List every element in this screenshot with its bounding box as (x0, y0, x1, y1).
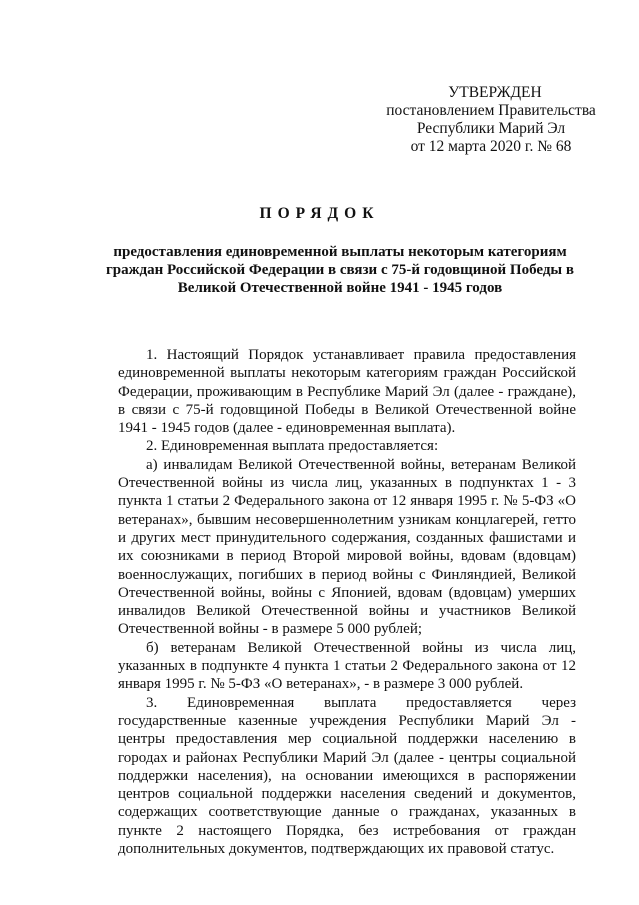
paragraph-2: 2. Единовременная выплата предоставляется: (146, 438, 439, 455)
document-body (118, 346, 576, 858)
document-title: ПОРЯДОК (259, 205, 380, 222)
paragraph-2b: б) ветеранам Великой Отечественной войны из числа лиц, указанных в подпункте 4 пункта 1 статьи 2 Федерального закона от 12 января 1995 г. № 5-ФЗ «О ветеранах», - в размере 3 000 рублей. (118, 639, 576, 693)
paragraph-1: 1. Настоящий Порядок устанавливает правила предоставления единовременной выплаты некоторым категориям граждан Российской Федерации, проживающим в Республике Марий Эл (далее - граждане), в связи с 75-й годовщиной Победы в Великой Отечественной войне 1941 - 1945 годов (далее - единовременная выплата). (118, 347, 576, 437)
approval-date-number: от 12 марта 2020 г. № 68 (410, 138, 572, 155)
approval-republic: Республики Марий Эл (416, 120, 566, 137)
approval-authority: постановлением Правительства (386, 102, 596, 119)
paragraph-3: 3. Единовременная выплата предоставляется через государственные казенные учреждения Республики Марий Эл - центры предоставления мер социальной поддержки населению в городах и районах Республики Марий Эл (далее - центры социальной поддержки населения), на основании имеющихся в распоряжении центров социальной поддержки населения сведений и документов, содержащих соответствующие данные о гражданах, указанных в пункте 2 настоящего Порядка, без истребования от граждан дополнительных документов, подтверждающих их правовой статус. (118, 694, 576, 858)
document-subtitle: предоставления единовременной выплаты некоторым категориям граждан Российской Федерации в связи с 75-й годовщиной Победы в Великой Отечественной войне 1941 - 1945 годов (106, 244, 574, 296)
approval-heading: УТВЕРЖДЕН (448, 84, 542, 101)
paragraph-2a: а) инвалидам Великой Отечественной войны, ветеранам Великой Отечественной войны из числа лиц, указанных в подпунктах 1 - 3 пункта 1 статьи 2 Федерального закона от 12 января 1995 г. № 5-ФЗ «О ветеранах», бывшим несовершеннолетним узникам концлагерей, гетто и других мест принудительного содержания, созданных фашистами и их союзниками в период Второй мировой войны, вдовам (вдовцам) военнослужащих, погибших в период войны с Финляндией, Великой Отечественной войны, войны с Японией, вдовам (вдовцам) умерших инвалидов Великой Отечественной войны и участников Великой Отечественной войны - в размере 5 000 рублей; (118, 456, 576, 638)
approval-stamp (366, 84, 616, 156)
